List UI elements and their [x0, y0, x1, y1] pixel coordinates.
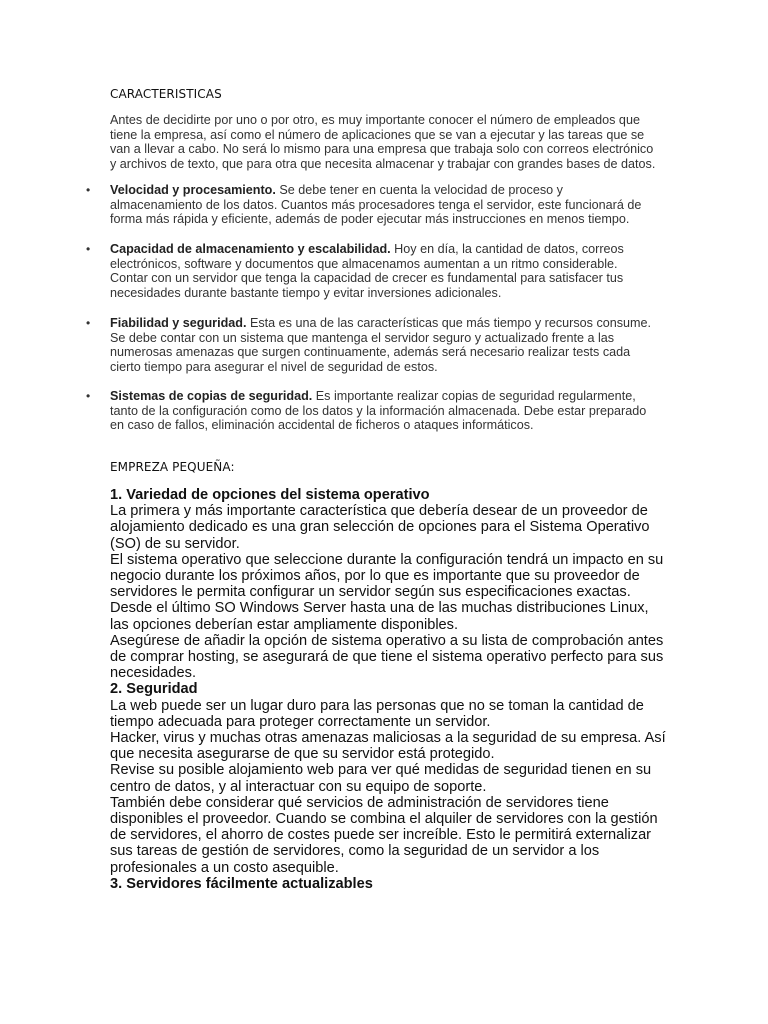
- item-title-sistema-operativo: 1. Variedad de opciones del sistema operativo: [110, 487, 430, 503]
- bullet-item-copias: [110, 389, 658, 433]
- bullet-body: Se debe tener en cuenta la velocidad de proceso y almacenamiento de los datos. Cuantos más procesadores tenga el servidor, este funcionará de forma más rápida y eficiente, además de poder ejecutar más instrucciones en menos tiempo.: [110, 183, 642, 227]
- paragraph: El sistema operativo que seleccione durante la configuración tendrá un impacto en su negocio durante los próximos años, por lo que es importante que su proveedor de servidores le permita configurar un servidor según sus especificaciones exactas.: [110, 551, 664, 601]
- paragraph: Revise su posible alojamiento web para ver qué medidas de seguridad tienen en su centro de datos, y al interactuar con su equipo de soporte.: [110, 762, 652, 795]
- bullet-item-velocidad: [110, 183, 658, 227]
- bullet-item-capacidad: [110, 242, 658, 300]
- bullet-marker: •: [86, 389, 91, 403]
- bullet-item-fiabilidad: [110, 316, 658, 374]
- bullet-body: Es importante realizar copias de seguridad regularmente, tanto de la configuración como de los datos y la información almacenada. Debe estar preparado en caso de fallos, eliminación accidental de ficheros o ataques informáticos.: [110, 389, 647, 433]
- bullet-title: Fiabilidad y seguridad.: [110, 316, 247, 330]
- section-heading-empresa: EMPREZA PEQUEÑA:: [110, 460, 235, 474]
- bullet-body: Hoy en día, la cantidad de datos, correos electrónicos, software y documentos que almacenamos aumentan a un ritmo considerable. Contar con un servidor que tenga la capacidad de crecer es fundamental para satisfacer tus necesidades durante bastante tiempo y evitar inversiones adicionales.: [110, 242, 624, 300]
- bullet-title: Velocidad y procesamiento.: [110, 183, 276, 197]
- paragraph: También debe considerar qué servicios de administración de servidores tiene disponibles el proveedor. Cuando se combina el alquiler de servidores con la gestión de servidores, el ahorro de costes puede ser increíble. Esto le permitirá externalizar sus tareas de gestión de servidores, como la seguridad de un servidor a los profesionales a un costo asequible.: [110, 794, 658, 876]
- paragraph: Hacker, virus y muchas otras amenazas maliciosas a la seguridad de su empresa. Así que necesita asegurarse de que su servidor está protegido.: [110, 730, 666, 763]
- bullet-marker: •: [86, 316, 91, 330]
- bullet-marker: •: [86, 242, 91, 256]
- paragraph: La primera y más importante característica que debería desear de un proveedor de alojamiento dedicado es una gran selección de opciones para el Sistema Operativo (SO) de su servidor.: [110, 503, 650, 552]
- bullet-body: Esta es una de las características que más tiempo y recursos consume. Se debe contar con un sistema que mantenga el servidor seguro y actualizado frente a las numerosas amenazas que surgen continuamente, además será necesario realizar tests cada cierto tiempo para asegurar el nivel de seguridad de estos.: [110, 316, 652, 374]
- intro-paragraph: Antes de decidirte por uno o por otro, es muy importante conocer el número de empleados que tiene la empresa, así como el número de aplicaciones que se van a ejecutar y las tareas que se van a llevar a cabo. No será lo mismo para una empresa que trabaja solo con correos electrónico y archivos de texto, que para otra que necesita almacenar y trabajar con grandes bases de datos.: [110, 113, 656, 171]
- item-title-servidores-actualizables: 3. Servidores fácilmente actualizables: [110, 875, 373, 892]
- bullet-title: Capacidad de almacenamiento y escalabilidad.: [110, 242, 391, 256]
- paragraph: Desde el último SO Windows Server hasta una de las muchas distribuciones Linux, las opciones deberían estar ampliamente disponibles.: [110, 600, 649, 633]
- empresa-content: [110, 487, 670, 892]
- section-heading-caracteristicas: CARACTERISTICAS: [110, 87, 222, 101]
- bullet-marker: •: [86, 183, 91, 197]
- bullet-title: Sistemas de copias de seguridad.: [110, 389, 313, 403]
- paragraph: La web puede ser un lugar duro para las personas que no se toman la cantidad de tiempo adecuada para proteger correctamente un servidor.: [110, 697, 644, 730]
- item-title-seguridad: 2. Seguridad: [110, 681, 198, 698]
- paragraph: Asegúrese de añadir la opción de sistema operativo a su lista de comprobación antes de comprar hosting, se asegurará de que tiene el sistema operativo perfecto para sus necesidades.: [110, 632, 664, 682]
